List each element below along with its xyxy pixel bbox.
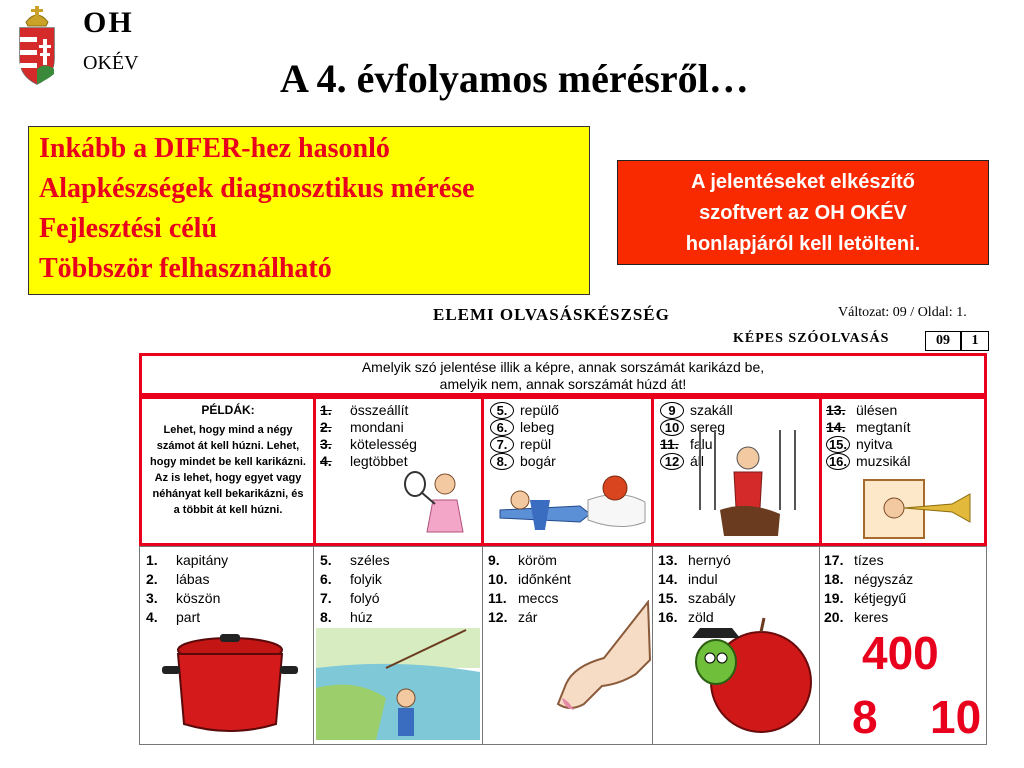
worksheet-code-box: 09 [925,331,961,351]
download-note [617,160,989,265]
word-number: 8. [320,609,332,625]
word-number: 14. [658,571,678,587]
knight-army-illustration [690,430,810,542]
word-row [490,402,559,419]
word-row [660,402,733,419]
word-number: 7. [320,590,332,606]
word-number: 3. [320,436,332,452]
grid-divider [652,546,653,745]
word-number: 18. [824,571,844,587]
word-row [146,570,228,589]
grid-divider [819,546,820,745]
example-word-list [490,402,559,470]
word-number: 12. [488,609,508,625]
word-number: 13. [826,402,846,418]
word-text: megtanít [856,419,911,435]
cooking-pot-illustration [160,628,300,740]
word-row [488,551,571,570]
worm-apple-illustration [666,610,816,740]
word-row [146,551,228,570]
word-row [824,570,913,589]
word-row [146,589,228,608]
worksheet-version: Változat: 09 / Oldal: 1. [838,305,967,320]
examples-heading: PÉLDÁK: [201,403,255,417]
word-text: folyó [350,590,380,606]
worksheet-title: ELEMI OLVASÁSKÉSZSÉG [433,305,670,324]
trumpet-window-illustration [862,478,974,542]
word-row [146,608,228,627]
word-text: áll [690,453,705,469]
word-number: 9 [660,402,684,419]
word-text: repülő [520,402,559,418]
grid-divider [313,546,314,745]
word-row [824,551,913,570]
word-text: zár [518,609,538,625]
word-row [658,570,735,589]
tennis-girl-illustration [395,470,475,542]
instruction-box [139,353,987,396]
word-number: 2. [320,419,332,435]
word-text: tízes [854,552,884,568]
word-text: köröm [518,552,557,568]
word-number: 11. [488,590,507,606]
word-number: 20. [824,609,844,625]
word-number: 5. [320,552,332,568]
airplane-bug-illustration [490,470,650,542]
word-text: indul [688,571,718,587]
grid-divider [651,396,654,546]
word-text: zöld [688,609,714,625]
word-number: 2. [146,571,158,587]
word-text: köszön [176,590,221,606]
feature-item: Fejlesztési célú [39,213,218,244]
word-text: muzsikál [856,453,911,469]
word-number: 6. [320,571,332,587]
note-line: honlapjáról kell letölteni. [685,233,921,255]
word-text: széles [350,552,390,568]
task-word-list [320,551,390,627]
word-number: 13. [658,552,678,568]
word-row [490,453,559,470]
word-text: szabály [688,590,736,606]
example-word-list [320,402,417,470]
word-row [320,570,390,589]
word-row [320,436,417,453]
word-text: kötelesség [350,436,417,452]
org-title: OH [83,6,134,39]
number-8: 8 [852,691,878,743]
example-word-list [826,402,910,470]
river-fisherman-illustration [316,628,480,740]
word-text: hernyó [688,552,731,568]
word-row [658,589,735,608]
word-number: 17. [824,552,844,568]
examples-text: Lehet, hogy mind a négy számot át kell húzni. Lehet, hogy mindet be kell karikázni. Az is lehet, hogy egyet vagy néhányat kell bekarikázni, és a többit át kell húzni. [150,424,306,516]
word-row [320,589,390,608]
word-row [320,608,390,627]
grid-divider [481,396,484,546]
word-number: 16. [658,609,678,625]
word-row [824,608,913,627]
instruction-line: amelyik nem, annak sorszámát húzd át! [439,376,687,392]
note-line: szoftvert az OH OKÉV [699,202,907,224]
word-row [320,402,417,419]
word-number: 10 [660,419,684,436]
word-text: sereg [690,419,726,435]
word-row [320,419,417,436]
grid-divider [313,396,316,546]
word-row [824,589,913,608]
word-text: falu [690,436,713,452]
org-subtitle: OKÉV [83,52,139,74]
word-number: 19. [824,590,844,606]
word-number: 16. [826,453,850,470]
hungarian-coat-of-arms-icon [12,4,62,90]
word-row [826,402,910,419]
word-text: bogár [520,453,556,469]
word-row [658,551,735,570]
grid-divider [819,396,822,546]
feature-item: Többször felhasználható [39,253,332,284]
note-line: A jelentéseket elkészítő [691,171,915,193]
word-number: 14. [826,419,846,435]
word-number: 8. [490,453,514,470]
word-number: 3. [146,590,158,606]
word-number: 1. [146,552,158,568]
word-text: négyszáz [854,571,914,587]
word-text: időnként [518,571,571,587]
word-text: lábas [176,571,210,587]
word-number: 6. [490,419,514,436]
word-text: szakáll [690,402,733,418]
word-number: 4. [146,609,158,625]
word-number: 15. [826,436,850,453]
grid-divider [482,546,483,745]
word-text: összeállít [350,402,409,418]
instruction-line: Amelyik szó jelentése illik a képre, annak sorszámát karikázd be, [361,359,765,375]
word-text: part [176,609,201,625]
word-text: lebeg [520,419,555,435]
number-400: 400 [862,627,939,679]
slide-title: A 4. évfolyamos mérésről… [280,56,749,101]
word-text: mondani [350,419,404,435]
word-number: 1. [320,402,332,418]
word-number: 5. [490,402,514,419]
word-number: 15. [658,590,678,606]
word-text: keres [854,609,889,625]
word-row [826,453,910,470]
word-row [488,570,571,589]
feature-item: Inkább a DIFER-hez hasonló [39,133,390,164]
task-word-list [824,551,913,627]
word-row [320,551,390,570]
worksheet-page-box: 1 [961,331,989,351]
number-10: 10 [930,691,982,743]
word-text: folyik [350,571,382,587]
word-number: 12 [660,453,684,470]
word-row [320,453,417,470]
word-row [826,436,910,453]
word-text: meccs [518,590,559,606]
word-number: 9. [488,552,500,568]
feature-item: Alapkészségek diagnosztikus mérése [39,173,475,204]
hand-fingernail-illustration [544,600,652,740]
word-text: kapitány [176,552,229,568]
task-word-list [146,551,228,627]
word-number: 11. [660,436,679,452]
word-text: legtöbbet [350,453,408,469]
word-row [490,436,559,453]
word-text: kétjegyű [854,590,907,606]
features-box [28,126,590,295]
word-number: 4. [320,453,332,469]
word-text: húz [350,609,373,625]
word-text: ülésen [856,402,898,418]
word-number: 7. [490,436,514,453]
word-text: nyitva [856,436,893,452]
word-row [490,419,559,436]
word-number: 10. [488,571,508,587]
word-text: repül [520,436,552,452]
worksheet-subtitle: KÉPES SZÓOLVASÁS [733,331,890,346]
word-row [826,419,910,436]
